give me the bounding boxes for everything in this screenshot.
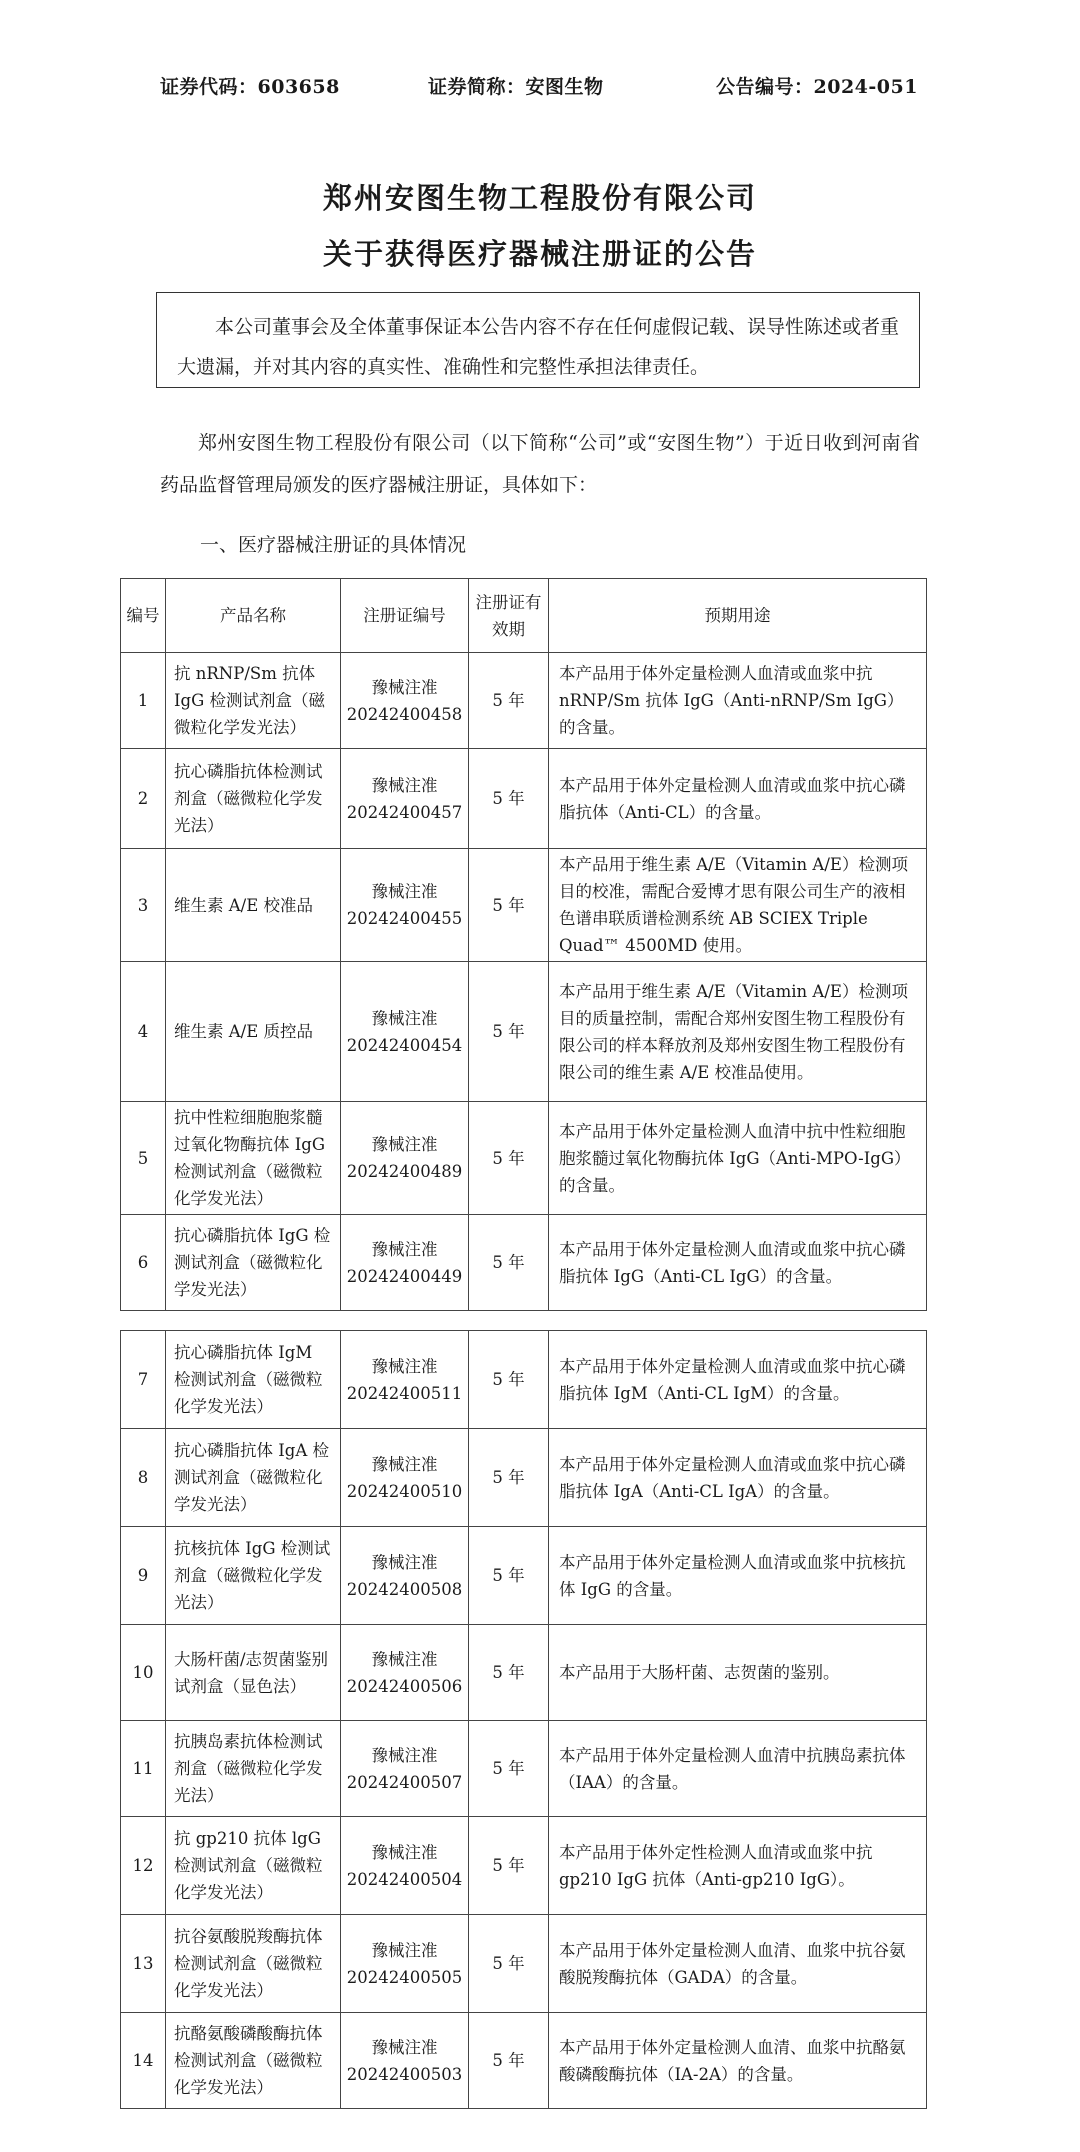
table-row bbox=[121, 1527, 927, 1625]
row-number: 1 bbox=[121, 653, 166, 749]
intended-use: 本产品用于体外定量检测人血清中抗胰岛素抗体（IAA）的含量。 bbox=[549, 1721, 927, 1817]
product-name: 抗胰岛素抗体检测试剂盒（磁微粒化学发光法） bbox=[166, 1721, 341, 1817]
table-row bbox=[121, 962, 927, 1102]
table-row bbox=[121, 1331, 927, 1429]
row-number: 10 bbox=[121, 1625, 166, 1721]
cert-number: 豫械注准 20242400510 bbox=[341, 1429, 469, 1527]
company-title: 郑州安图生物工程股份有限公司 bbox=[322, 181, 757, 215]
header-product-name: 产品名称 bbox=[166, 579, 341, 653]
validity-period: 5 年 bbox=[469, 1215, 549, 1311]
row-number: 2 bbox=[121, 749, 166, 849]
product-name: 抗酪氨酸磷酸酶抗体检测试剂盒（磁微粒化学发光法） bbox=[166, 2013, 341, 2109]
intended-use: 本产品用于体外定量检测人血清、血浆中抗酪氨酸磷酸酶抗体（IA-2A）的含量。 bbox=[549, 2013, 927, 2109]
cert-number: 豫械注准 20242400458 bbox=[341, 653, 469, 749]
table-row bbox=[121, 1721, 927, 1817]
cert-number: 豫械注准 20242400449 bbox=[341, 1215, 469, 1311]
announcement-title: 关于获得医疗器械注册证的公告 bbox=[322, 237, 757, 271]
registration-table-part-2 bbox=[120, 1330, 927, 2109]
product-name: 抗心磷脂抗体 IgG 检测试剂盒（磁微粒化学发光法） bbox=[166, 1215, 341, 1311]
header-cert-number: 注册证编号 bbox=[341, 579, 469, 653]
product-name: 抗谷氨酸脱羧酶抗体检测试剂盒（磁微粒化学发光法） bbox=[166, 1915, 341, 2013]
product-name: 抗 nRNP/Sm 抗体 IgG 检测试剂盒（磁微粒化学发光法） bbox=[166, 653, 341, 749]
header-validity: 注册证有效期 bbox=[469, 579, 549, 653]
product-name: 抗心磷脂抗体 IgM 检测试剂盒（磁微粒化学发光法） bbox=[166, 1331, 341, 1429]
document-header bbox=[160, 72, 920, 106]
row-number: 14 bbox=[121, 2013, 166, 2109]
validity-period: 5 年 bbox=[469, 1625, 549, 1721]
product-name: 抗心磷脂抗体 IgA 检测试剂盒（磁微粒化学发光法） bbox=[166, 1429, 341, 1527]
intended-use: 本产品用于体外定量检测人血清或血浆中抗心磷脂抗体（Anti-CL）的含量。 bbox=[549, 749, 927, 849]
row-number: 8 bbox=[121, 1429, 166, 1527]
table-row bbox=[121, 1429, 927, 1527]
intended-use: 本产品用于维生素 A/E（Vitamin A/E）检测项目的校准，需配合爱博才思有限公司生产的液相色谱串联质谱检测系统 AB SCIEX Triple Quad™ 4500MD 使用。 bbox=[549, 849, 927, 962]
product-name: 维生素 A/E 质控品 bbox=[166, 962, 341, 1102]
table-row bbox=[121, 1625, 927, 1721]
validity-period: 5 年 bbox=[469, 749, 549, 849]
product-name: 大肠杆菌/志贺菌鉴别试剂盒（显色法） bbox=[166, 1625, 341, 1721]
validity-period: 5 年 bbox=[469, 1915, 549, 2013]
board-statement-text: 本公司董事会及全体董事保证本公告内容不存在任何虚假记载、误导性陈述或者重大遗漏，并对其内容的真实性、准确性和完整性承担法律责任。 bbox=[177, 316, 900, 378]
product-name: 抗心磷脂抗体检测试剂盒（磁微粒化学发光法） bbox=[166, 749, 341, 849]
cert-number: 豫械注准 20242400454 bbox=[341, 962, 469, 1102]
table-row bbox=[121, 1215, 927, 1311]
intended-use: 本产品用于大肠杆菌、志贺菌的鉴别。 bbox=[549, 1625, 927, 1721]
row-number: 13 bbox=[121, 1915, 166, 2013]
validity-period: 5 年 bbox=[469, 1721, 549, 1817]
intro-paragraph: 郑州安图生物工程股份有限公司（以下简称“公司”或“安图生物”）于近日收到河南省药品监督管理局颁发的医疗器械注册证，具体如下： bbox=[160, 432, 920, 496]
validity-period: 5 年 bbox=[469, 1817, 549, 1915]
table-row bbox=[121, 749, 927, 849]
table-row bbox=[121, 1817, 927, 1915]
registration-table-part-1 bbox=[120, 578, 927, 1311]
table-row bbox=[121, 653, 927, 749]
cert-number: 豫械注准 20242400507 bbox=[341, 1721, 469, 1817]
table-header-row bbox=[121, 579, 927, 653]
section-1-title: 一、医疗器械注册证的具体情况 bbox=[200, 534, 467, 556]
validity-period: 5 年 bbox=[469, 1102, 549, 1215]
cert-number: 豫械注准 20242400505 bbox=[341, 1915, 469, 2013]
product-name: 维生素 A/E 校准品 bbox=[166, 849, 341, 962]
header-intended-use: 预期用途 bbox=[549, 579, 927, 653]
product-name: 抗 gp210 抗体 lgG 检测试剂盒（磁微粒化学发光法） bbox=[166, 1817, 341, 1915]
cert-number: 豫械注准 20242400506 bbox=[341, 1625, 469, 1721]
cert-number: 豫械注准 20242400489 bbox=[341, 1102, 469, 1215]
announcement-number: 公告编号：2024-051 bbox=[716, 76, 918, 98]
cert-number: 豫械注准 20242400455 bbox=[341, 849, 469, 962]
intended-use: 本产品用于体外定量检测人血清或血浆中抗心磷脂抗体 IgG（Anti-CL IgG）的含量。 bbox=[549, 1215, 927, 1311]
intended-use: 本产品用于体外定量检测人血清或血浆中抗核抗体 IgG 的含量。 bbox=[549, 1527, 927, 1625]
table-row bbox=[121, 849, 927, 962]
validity-period: 5 年 bbox=[469, 1331, 549, 1429]
intended-use: 本产品用于体外定性检测人血清或血浆中抗 gp210 IgG 抗体（Anti-gp210 IgG）。 bbox=[549, 1817, 927, 1915]
table-row bbox=[121, 1915, 927, 2013]
stock-code: 证券代码：603658 bbox=[160, 76, 340, 98]
row-number: 4 bbox=[121, 962, 166, 1102]
product-name: 抗中性粒细胞胞浆髓过氧化物酶抗体 IgG 检测试剂盒（磁微粒化学发光法） bbox=[166, 1102, 341, 1215]
intended-use: 本产品用于体外定量检测人血清或血浆中抗 nRNP/Sm 抗体 IgG（Anti-nRNP/Sm IgG）的含量。 bbox=[549, 653, 927, 749]
cert-number: 豫械注准 20242400511 bbox=[341, 1331, 469, 1429]
row-number: 11 bbox=[121, 1721, 166, 1817]
row-number: 12 bbox=[121, 1817, 166, 1915]
product-name: 抗核抗体 IgG 检测试剂盒（磁微粒化学发光法） bbox=[166, 1527, 341, 1625]
row-number: 5 bbox=[121, 1102, 166, 1215]
validity-period: 5 年 bbox=[469, 1429, 549, 1527]
validity-period: 5 年 bbox=[469, 962, 549, 1102]
header-number: 编号 bbox=[121, 579, 166, 653]
intended-use: 本产品用于体外定量检测人血清或血浆中抗心磷脂抗体 IgM（Anti-CL IgM）的含量。 bbox=[549, 1331, 927, 1429]
cert-number: 豫械注准 20242400457 bbox=[341, 749, 469, 849]
cert-number: 豫械注准 20242400504 bbox=[341, 1817, 469, 1915]
cert-number: 豫械注准 20242400503 bbox=[341, 2013, 469, 2109]
row-number: 7 bbox=[121, 1331, 166, 1429]
intended-use: 本产品用于维生素 A/E（Vitamin A/E）检测项目的质量控制，需配合郑州安图生物工程股份有限公司的样本释放剂及郑州安图生物工程股份有限公司的维生素 A/E 校准品使用。 bbox=[549, 962, 927, 1102]
board-statement-box bbox=[156, 292, 920, 388]
intended-use: 本产品用于体外定量检测人血清中抗中性粒细胞胞浆髓过氧化物酶抗体 IgG（Anti-MPO-IgG）的含量。 bbox=[549, 1102, 927, 1215]
validity-period: 5 年 bbox=[469, 1527, 549, 1625]
stock-abbreviation: 证券简称：安图生物 bbox=[428, 76, 604, 98]
validity-period: 5 年 bbox=[469, 849, 549, 962]
row-number: 6 bbox=[121, 1215, 166, 1311]
table-row bbox=[121, 2013, 927, 2109]
intended-use: 本产品用于体外定量检测人血清或血浆中抗心磷脂抗体 IgA（Anti-CL IgA）的含量。 bbox=[549, 1429, 927, 1527]
row-number: 3 bbox=[121, 849, 166, 962]
table-row bbox=[121, 1102, 927, 1215]
intended-use: 本产品用于体外定量检测人血清、血浆中抗谷氨酸脱羧酶抗体（GADA）的含量。 bbox=[549, 1915, 927, 2013]
validity-period: 5 年 bbox=[469, 653, 549, 749]
validity-period: 5 年 bbox=[469, 2013, 549, 2109]
cert-number: 豫械注准 20242400508 bbox=[341, 1527, 469, 1625]
row-number: 9 bbox=[121, 1527, 166, 1625]
